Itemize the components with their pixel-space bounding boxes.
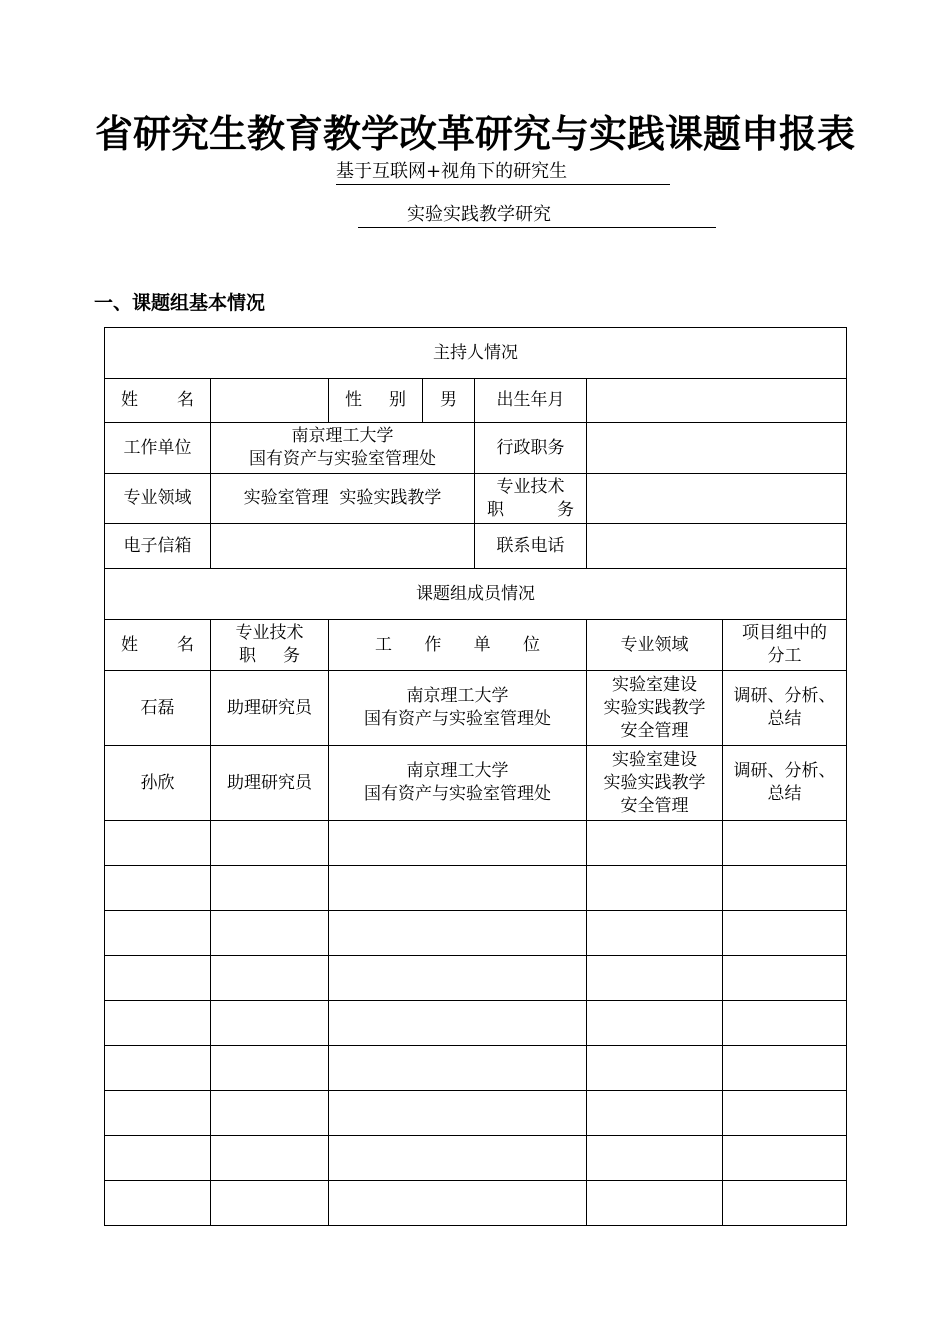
phone-label: 联系电话	[475, 524, 587, 569]
col-unit: 工 作 单 位	[329, 620, 587, 671]
empty-cell	[329, 1136, 587, 1181]
birth-value	[587, 379, 847, 423]
empty-cell	[723, 821, 847, 866]
empty-cell	[211, 1181, 329, 1226]
empty-member-row	[105, 1001, 847, 1046]
member-field-line-3: 安全管理	[620, 795, 689, 816]
empty-cell	[211, 1046, 329, 1091]
member-title: 助理研究员	[211, 671, 329, 746]
member-name: 石磊	[105, 671, 211, 746]
empty-cell	[211, 1091, 329, 1136]
title-label-line-1: 专业技术	[496, 476, 565, 497]
member-unit-line-2: 国有资产与实验室管理处	[364, 784, 551, 804]
form-title: 省研究生教育教学改革研究与实践课题申报表	[94, 111, 855, 156]
empty-cell	[105, 821, 211, 866]
empty-cell	[105, 1001, 211, 1046]
empty-cell	[723, 1046, 847, 1091]
member-field-line-1: 实验室建设	[612, 674, 697, 695]
empty-member-row	[105, 911, 847, 956]
admin-value	[587, 423, 847, 474]
subject-line-1: 基于互联网+视角下的研究生	[336, 160, 670, 185]
member-unit-line-2: 国有资产与实验室管理处	[364, 709, 551, 729]
member-unit-line-1: 南京理工大学	[406, 761, 509, 781]
member-unit	[329, 671, 587, 746]
member-field-line-3: 安全管理	[620, 720, 689, 741]
host-heading: 主持人情况	[105, 328, 847, 379]
empty-cell	[587, 1091, 723, 1136]
title-label-line-2: 职 务	[487, 499, 574, 520]
member-role-line-2: 总结	[767, 709, 802, 729]
empty-cell	[723, 1091, 847, 1136]
admin-label: 行政职务	[475, 423, 587, 474]
member-role	[723, 671, 847, 746]
empty-cell	[105, 1046, 211, 1091]
name-label: 姓 名	[105, 379, 211, 423]
unit-line-2: 国有资产与实验室管理处	[249, 449, 436, 469]
col-title-line-2: 职 务	[239, 646, 300, 666]
field-label: 专业领域	[105, 474, 211, 524]
empty-cell	[723, 956, 847, 1001]
empty-member-row	[105, 1181, 847, 1226]
empty-cell	[587, 1181, 723, 1226]
empty-member-row	[105, 956, 847, 1001]
col-title-line-1: 专业技术	[235, 623, 304, 643]
empty-cell	[211, 866, 329, 911]
member-row	[105, 746, 847, 821]
col-role-line-2: 分工	[767, 646, 802, 666]
field-value: 实验室管理 实验实践教学	[211, 474, 475, 524]
empty-cell	[329, 911, 587, 956]
empty-member-row	[105, 821, 847, 866]
empty-cell	[105, 866, 211, 911]
member-field	[587, 671, 723, 746]
member-field-line-1: 实验室建设	[612, 749, 697, 770]
member-row	[105, 671, 847, 746]
birth-label: 出生年月	[475, 379, 587, 423]
empty-cell	[587, 1001, 723, 1046]
empty-cell	[329, 1181, 587, 1226]
empty-cell	[723, 911, 847, 956]
unit-value	[211, 423, 475, 474]
section-heading: 一、课题组基本情况	[94, 292, 266, 314]
subject-line-2-text: 实验实践教学研究	[407, 204, 551, 225]
team-info-table	[104, 327, 847, 1226]
empty-cell	[211, 956, 329, 1001]
col-name: 姓 名	[105, 620, 211, 671]
empty-cell	[723, 866, 847, 911]
title-label	[475, 474, 587, 524]
member-role-line-2: 总结	[767, 784, 802, 804]
empty-cell	[105, 1136, 211, 1181]
col-field: 专业领域	[587, 620, 723, 671]
email-label: 电子信箱	[105, 524, 211, 569]
member-name: 孙欣	[105, 746, 211, 821]
empty-cell	[723, 1001, 847, 1046]
empty-cell	[211, 1001, 329, 1046]
members-heading-row	[105, 569, 847, 620]
empty-cell	[105, 911, 211, 956]
empty-cell	[105, 1091, 211, 1136]
empty-cell	[211, 821, 329, 866]
empty-cell	[329, 821, 587, 866]
title-value	[587, 474, 847, 524]
empty-cell	[587, 866, 723, 911]
empty-cell	[587, 956, 723, 1001]
host-row-field	[105, 474, 847, 524]
member-unit	[329, 746, 587, 821]
host-row-contact	[105, 524, 847, 569]
name-value	[211, 379, 329, 423]
members-heading: 课题组成员情况	[105, 569, 847, 620]
host-row-name	[105, 379, 847, 423]
empty-cell	[329, 1091, 587, 1136]
gender-label: 性 别	[329, 379, 423, 423]
member-field-line-2: 实验实践教学	[603, 697, 706, 718]
member-field-line-2: 实验实践教学	[603, 772, 706, 793]
member-role	[723, 746, 847, 821]
empty-cell	[587, 1136, 723, 1181]
empty-cell	[723, 1181, 847, 1226]
empty-cell	[329, 866, 587, 911]
empty-cell	[587, 1046, 723, 1091]
member-field	[587, 746, 723, 821]
member-unit-line-1: 南京理工大学	[406, 686, 509, 706]
host-heading-row	[105, 328, 847, 379]
empty-cell	[723, 1136, 847, 1181]
empty-cell	[329, 1046, 587, 1091]
empty-member-row	[105, 866, 847, 911]
subject-line-2	[358, 203, 716, 228]
empty-cell	[105, 956, 211, 1001]
email-value	[211, 524, 475, 569]
empty-cell	[211, 1136, 329, 1181]
empty-cell	[587, 821, 723, 866]
member-title: 助理研究员	[211, 746, 329, 821]
empty-member-row	[105, 1136, 847, 1181]
col-role	[723, 620, 847, 671]
unit-label: 工作单位	[105, 423, 211, 474]
empty-cell	[105, 1181, 211, 1226]
gender-value: 男	[423, 379, 475, 423]
col-title	[211, 620, 329, 671]
empty-cell	[329, 1001, 587, 1046]
empty-member-row	[105, 1091, 847, 1136]
empty-cell	[587, 911, 723, 956]
phone-value	[587, 524, 847, 569]
member-role-line-1: 调研、分析、	[733, 761, 836, 781]
col-role-line-1: 项目组中的	[742, 623, 827, 643]
host-row-unit	[105, 423, 847, 474]
empty-member-row	[105, 1046, 847, 1091]
members-header-row	[105, 620, 847, 671]
empty-cell	[211, 911, 329, 956]
member-role-line-1: 调研、分析、	[733, 686, 836, 706]
unit-line-1: 南京理工大学	[291, 426, 394, 446]
empty-cell	[329, 956, 587, 1001]
